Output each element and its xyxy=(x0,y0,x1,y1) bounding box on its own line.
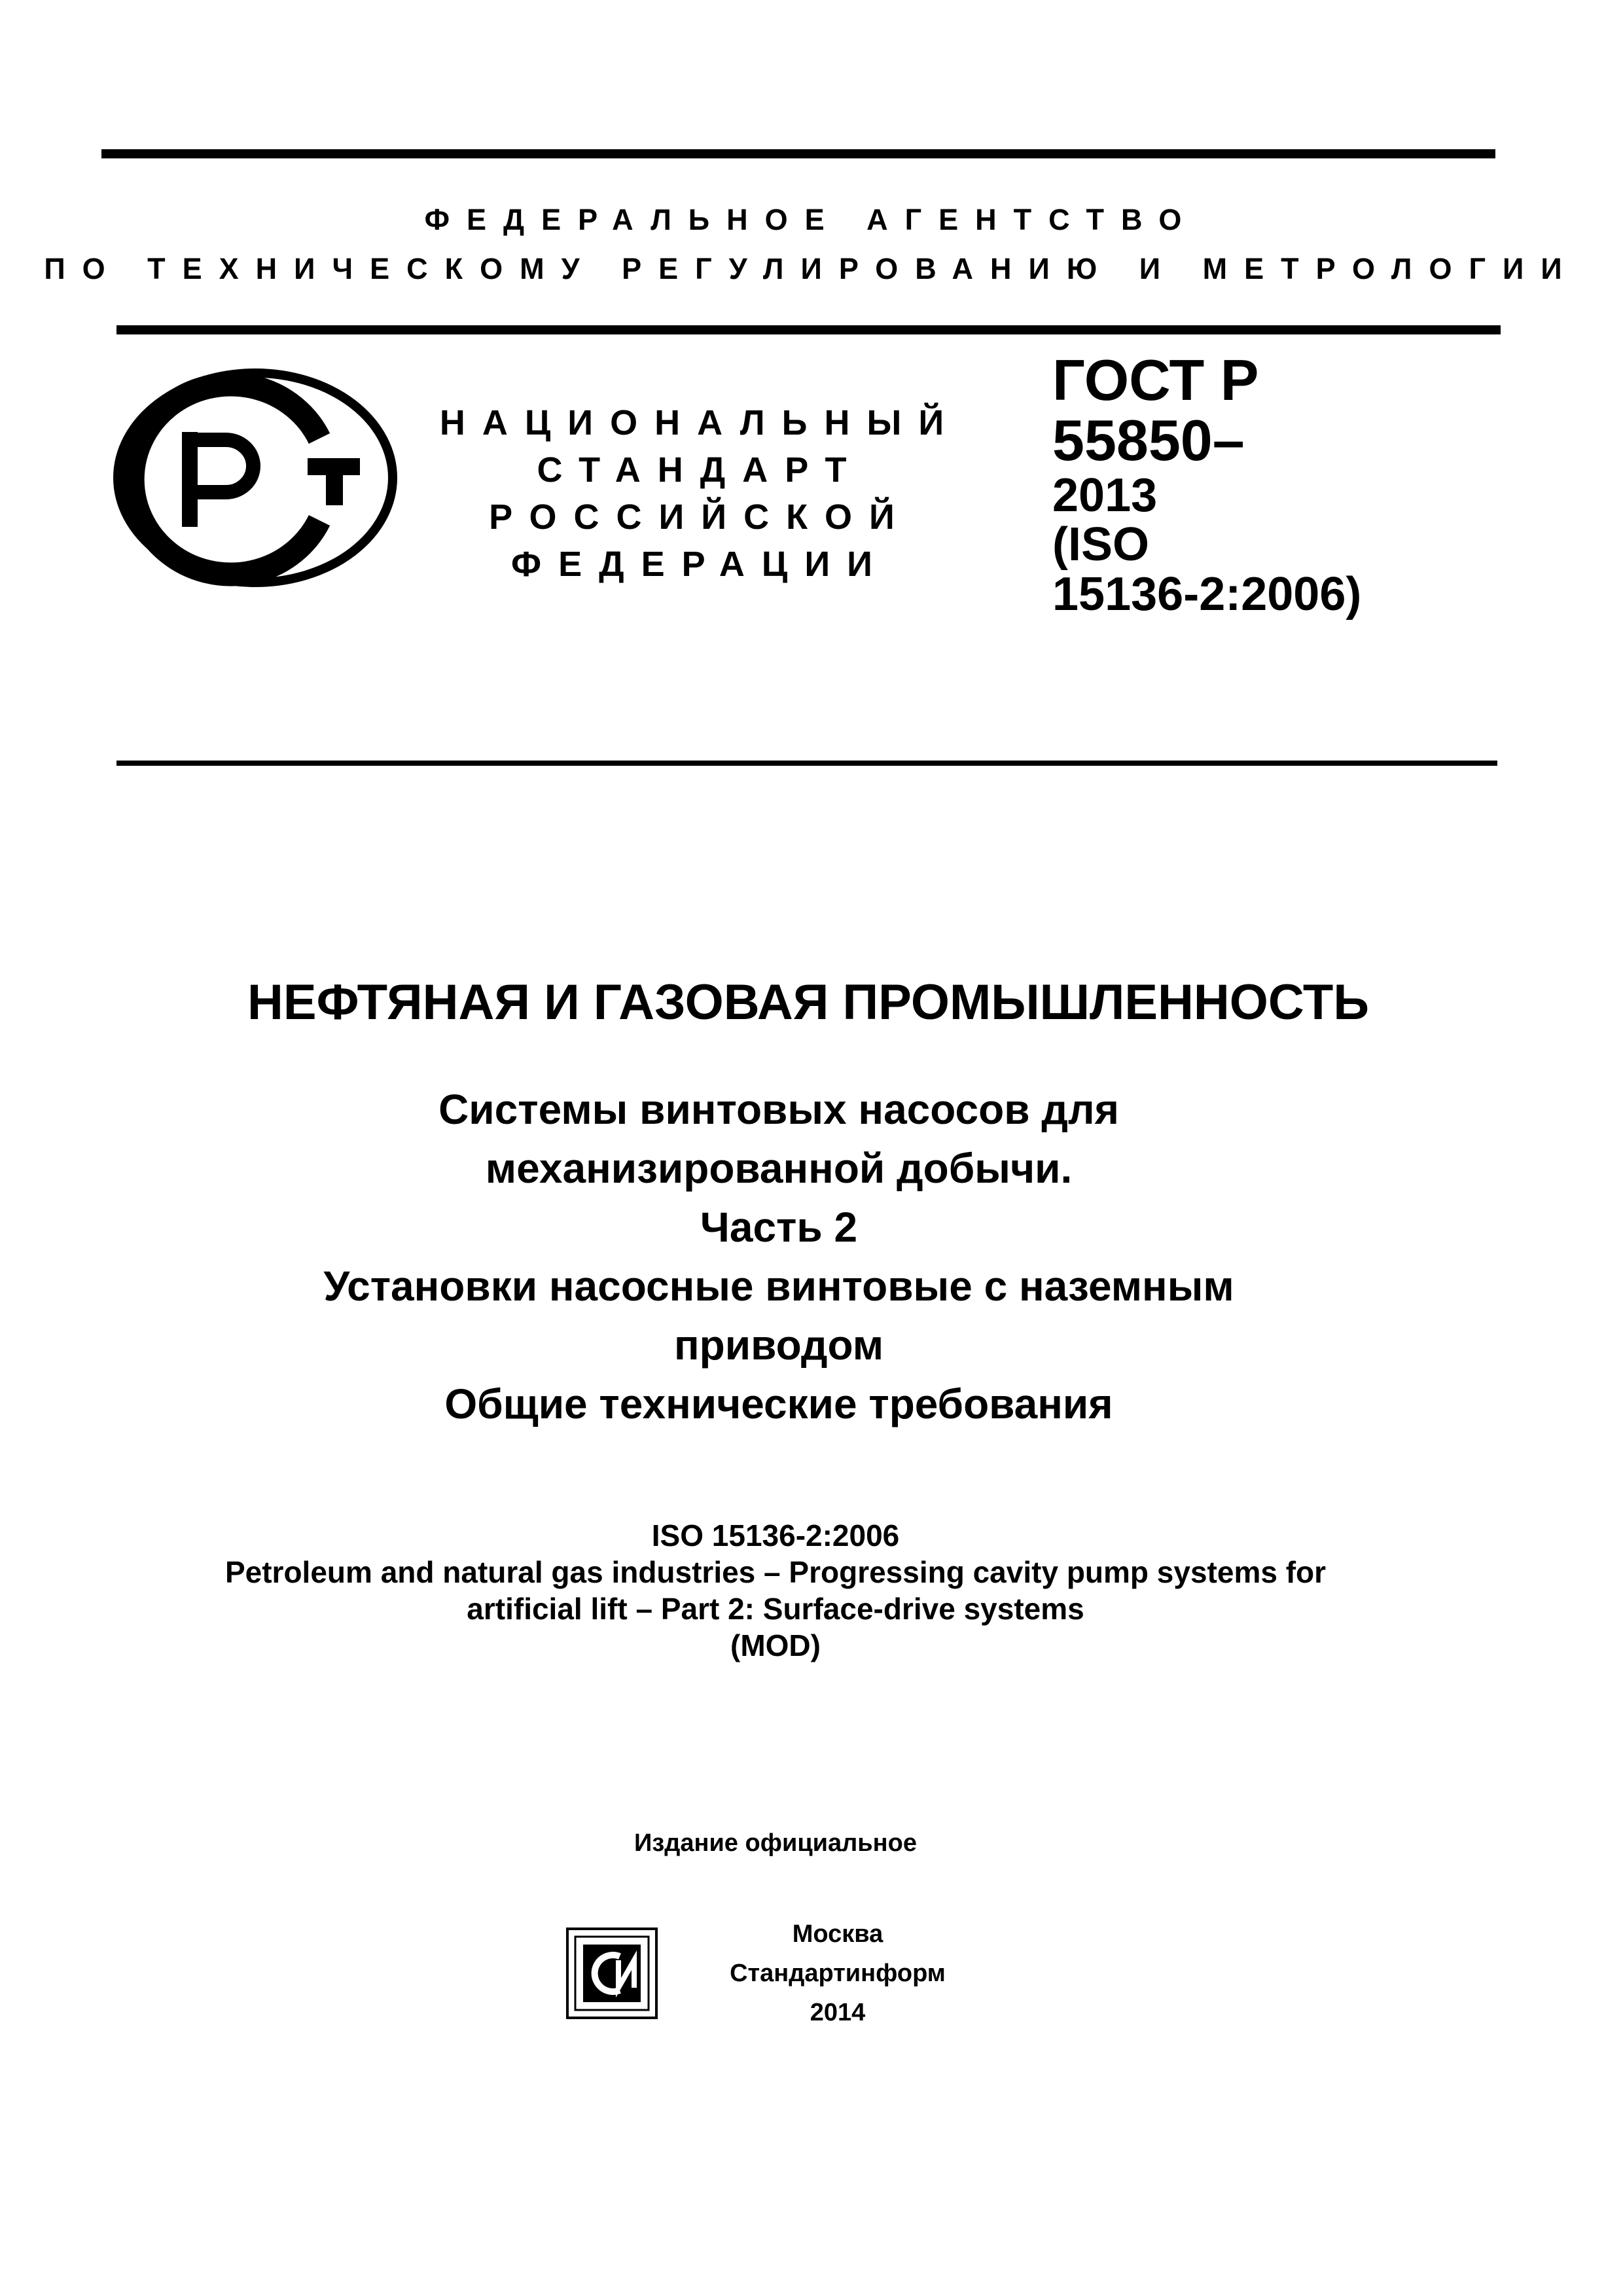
agency-name-line1: ФЕДЕРАЛЬНОЕ АГЕНТСТВО xyxy=(424,203,1199,236)
agency-name-line2: ПО ТЕХНИЧЕСКОМУ РЕГУЛИРОВАНИЮ И МЕТРОЛОГИИ xyxy=(44,252,1579,285)
publisher-name: Стандартинформ xyxy=(730,1960,946,1987)
iso-title-line2: artificial lift – Part 2: Surface-drive systems xyxy=(467,1592,1084,1626)
standard-type-line4: ФЕДЕРАЦИИ xyxy=(511,545,889,584)
subtitle-line: приводом xyxy=(673,1321,884,1369)
gost-number: 55850– xyxy=(1052,408,1245,473)
subtitle-line: механизированной добычи. xyxy=(485,1145,1073,1192)
iso-mod: (MOD) xyxy=(730,1628,821,1662)
rst-logo-icon xyxy=(111,367,399,589)
header-rule xyxy=(116,325,1501,334)
document-title: НЕФТЯНАЯ И ГАЗОВАЯ ПРОМЫШЛЕННОСТЬ xyxy=(247,975,1369,1030)
iso-title-line1: Petroleum and natural gas industries – Progressing cavity pump systems for xyxy=(224,1555,1327,1589)
iso-ref-number: 15136-2:2006) xyxy=(1052,567,1362,620)
subtitle-line: Установки насосные винтовые с наземным xyxy=(323,1263,1234,1310)
standartinform-logo-icon xyxy=(566,1928,658,2019)
standard-type-line1: НАЦИОНАЛЬНЫЙ xyxy=(439,403,961,442)
gost-year: 2013 xyxy=(1052,469,1158,522)
rst-logo xyxy=(111,367,399,589)
gost-designation xyxy=(1052,350,1361,620)
edition-label: Издание официальное xyxy=(634,1829,917,1857)
gost-label: ГОСТ Р xyxy=(1052,348,1259,412)
document-subtitle xyxy=(0,1080,1590,1433)
iso-ref-open: (ISO xyxy=(1052,518,1150,571)
publisher-city: Москва xyxy=(792,1920,883,1948)
top-rule xyxy=(101,149,1495,158)
standartinform-logo xyxy=(566,1928,658,2019)
publisher-year: 2014 xyxy=(810,1999,866,2026)
subtitle-line: Общие технические требования xyxy=(444,1380,1113,1427)
iso-number: ISO 15136-2:2006 xyxy=(651,1518,900,1552)
subtitle-line: Часть 2 xyxy=(700,1204,858,1251)
subtitle-line: Системы винтовых насосов для xyxy=(438,1086,1119,1133)
standard-type-line3: РОССИЙСКОЙ xyxy=(489,497,912,537)
publisher-block xyxy=(687,1914,988,2032)
iso-reference xyxy=(0,1517,1587,1664)
standard-type-line2: СТАНДАРТ xyxy=(537,450,864,490)
middle-rule xyxy=(116,761,1497,766)
